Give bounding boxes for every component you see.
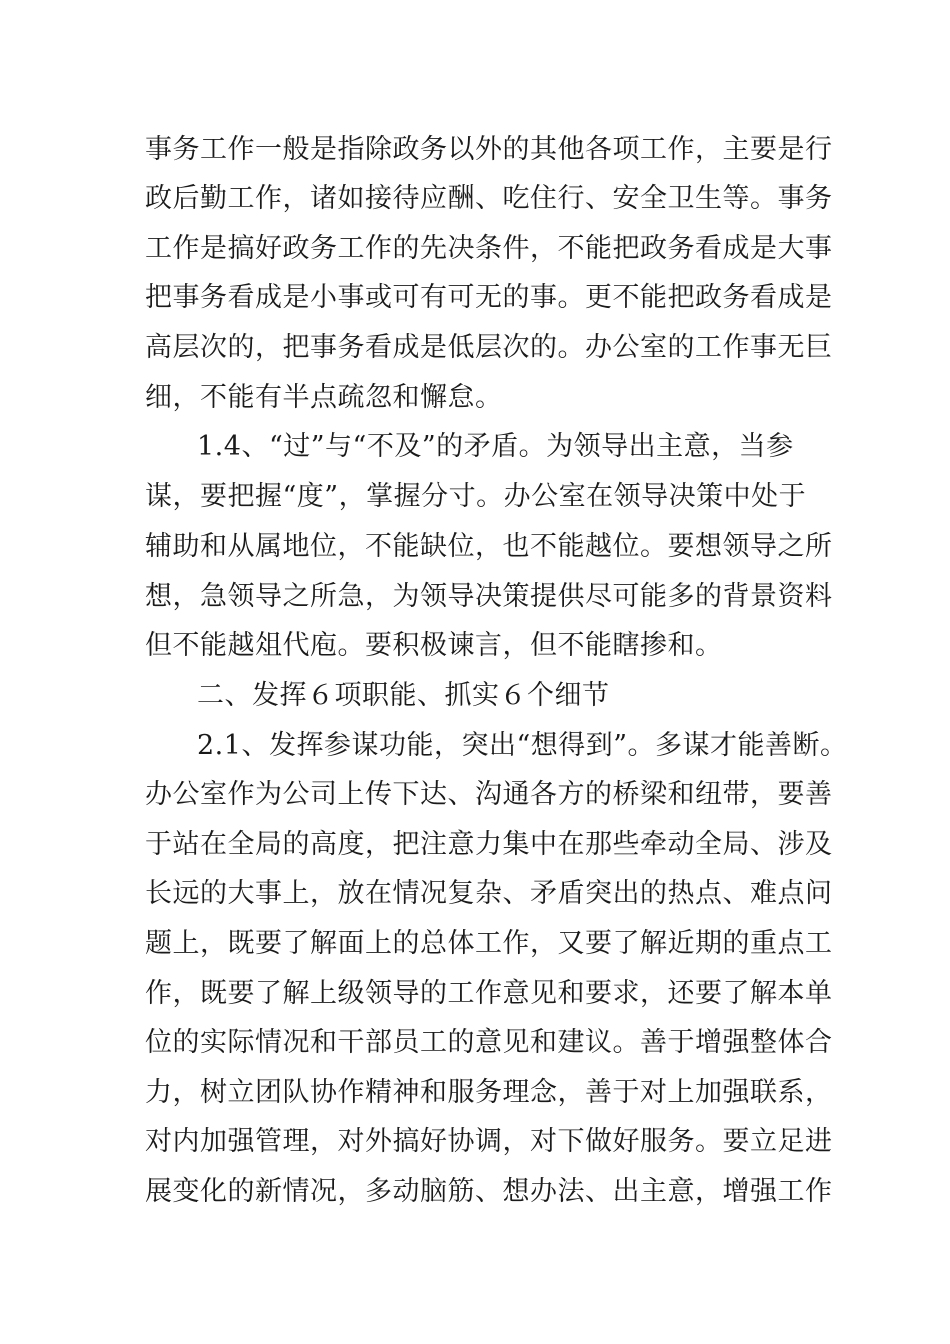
section-heading: 二、发挥６项职能、抓实６个细节: [197, 680, 610, 711]
body-text-line: 作，既要了解上级领导的工作意见和要求，还要了解本单: [145, 978, 833, 1009]
body-text-line: 谋，要把握“度”，掌握分寸。办公室在领导决策中处于: [145, 481, 807, 512]
body-text-line: 对内加强管理，对外搞好协调，对下做好服务。要立足进: [145, 1126, 833, 1157]
body-text-line: 高层次的，把事务看成是低层次的。办公室的工作事无巨: [145, 332, 833, 363]
body-text-line: 细，不能有半点疏忽和懈怠。: [145, 382, 503, 413]
body-text-line: 题上，既要了解面上的总体工作，又要了解近期的重点工: [145, 928, 833, 959]
body-text-line: 长远的大事上，放在情况复杂、矛盾突出的热点、难点问: [145, 878, 833, 909]
body-text-line: 但不能越俎代庖。要积极谏言，但不能瞎掺和。: [145, 630, 723, 661]
body-text-line: 想，急领导之所急，为领导决策提供尽可能多的背景资料: [145, 581, 833, 612]
paragraph-start-line: 2.1、发挥参谋功能，突出“想得到”。多谋才能善断。: [197, 730, 848, 761]
body-text-line: 展变化的新情况，多动脑筋、想办法、出主意，增强工作: [145, 1176, 833, 1207]
body-text-line: 工作是搞好政务工作的先决条件，不能把政务看成是大事: [145, 233, 833, 264]
body-text-line: 事务工作一般是指除政务以外的其他各项工作，主要是行: [145, 134, 833, 165]
body-text-line: 把事务看成是小事或可有可无的事。更不能把政务看成是: [145, 282, 833, 313]
body-text-line: 政后勤工作，诸如接待应酬、吃住行、安全卫生等。事务: [145, 183, 833, 214]
body-text-line: 位的实际情况和干部员工的意见和建议。善于增强整体合: [145, 1027, 833, 1058]
body-text-line: 辅助和从属地位，不能缺位，也不能越位。要想领导之所: [145, 531, 833, 562]
paragraph-start-line: 1.4、“过”与“不及”的矛盾。为领导出主意，当参: [197, 431, 794, 462]
body-text-line: 于站在全局的高度，把注意力集中在那些牵动全局、涉及: [145, 829, 833, 860]
body-text-line: 办公室作为公司上传下达、沟通各方的桥梁和纽带，要善: [145, 779, 833, 810]
body-text-line: 力，树立团队协作精神和服务理念，善于对上加强联系，: [145, 1077, 833, 1108]
